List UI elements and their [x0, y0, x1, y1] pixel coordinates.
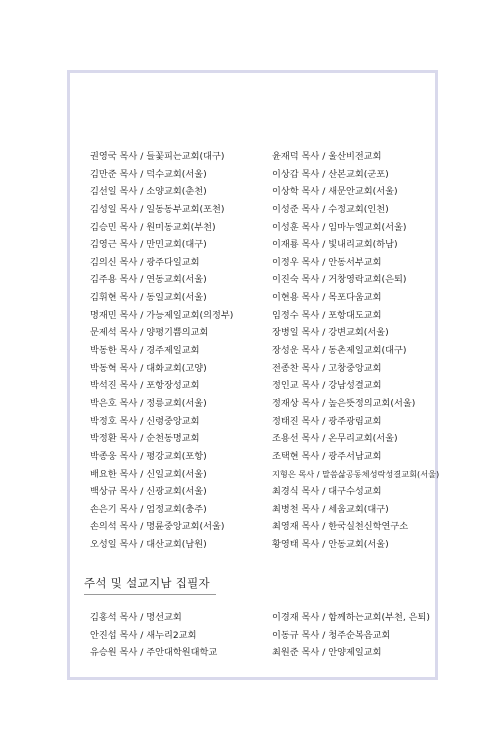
pastor-entry-left: 김의신 목사 / 광주다일교회 [90, 256, 200, 268]
pastor-entry-left: 김휘현 목사 / 동일교회(서울) [90, 292, 207, 304]
roster-row [90, 324, 450, 342]
pastor-entry-left: 박정호 목사 / 신령중앙교회 [90, 415, 200, 427]
pastor-entry-left: 김선일 목사 / 소양교회(춘천) [90, 186, 207, 198]
roster-row [90, 627, 450, 645]
pastor-entry-right: 장성운 목사 / 동촌제일교회(대구) [272, 345, 407, 357]
pastor-entry-left: 오성일 목사 / 대산교회(남원) [90, 539, 207, 551]
roster-row [90, 483, 450, 501]
roster-row [90, 518, 450, 536]
pastor-entry-right: 전종찬 목사 / 고창중앙교회 [272, 362, 382, 374]
roster-row [90, 536, 450, 554]
pastor-entry-left: 김홍석 목사 / 명선교회 [90, 612, 182, 623]
pastor-entry-right: 최영재 목사 / 한국실천신학연구소 [272, 521, 409, 533]
roster-row [90, 430, 450, 448]
pastor-roster [90, 148, 450, 554]
roster-row [90, 342, 450, 360]
pastor-entry-left: 김영근 목사 / 만민교회(대구) [90, 239, 207, 251]
pastor-entry-right: 윤재덕 목사 / 울산비전교회 [272, 151, 382, 162]
roster-row [90, 166, 450, 184]
roster-row [90, 501, 450, 519]
pastor-entry-left: 배요한 목사 / 신일교회(서울) [90, 468, 207, 480]
pastor-entry-right: 이상학 목사 / 새문안교회(서울) [272, 186, 398, 198]
pastor-entry-left: 박종웅 목사 / 평강교회(포항) [90, 450, 207, 462]
roster-row [90, 289, 450, 307]
pastor-entry-left: 안진섭 목사 / 새누리2교회 [90, 629, 197, 641]
pastor-entry-left: 문제석 목사 / 양평기쁨의교회 [90, 327, 209, 339]
pastor-entry-right: 장병일 목사 / 강변교회(서울) [272, 327, 389, 339]
roster-row [90, 183, 450, 201]
pastor-entry-right: 최원준 목사 / 안양제일교회 [272, 647, 382, 658]
section-title: 주석 및 설교지남 집필자 [84, 576, 210, 590]
pastor-entry-right: 이상갑 목사 / 산본교회(군포) [272, 168, 389, 180]
pastor-entry-right: 이재룡 목사 / 빛내리교회(하남) [272, 239, 398, 251]
pastor-entry-right: 황영태 목사 / 안동교회(서울) [272, 539, 389, 551]
pastor-entry-right: 최경식 목사 / 대구수성교회 [272, 486, 382, 498]
pastor-entry-right: 이진숙 목사 / 거창영락교회(은퇴) [272, 274, 407, 286]
pastor-entry-right: 이현용 목사 / 목포다움교회 [272, 292, 382, 304]
pastor-entry-left: 김만준 목사 / 덕수교회(서울) [90, 168, 207, 180]
writer-roster [90, 609, 450, 662]
roster-row [90, 466, 450, 484]
pastor-entry-left: 권영국 목사 / 들꽃피는교회(대구) [90, 151, 225, 162]
pastor-entry-left: 백상규 목사 / 신광교회(서울) [90, 486, 207, 498]
pastor-entry-right: 정태진 목사 / 광주광림교회 [272, 415, 382, 427]
pastor-entry-right: 최병천 목사 / 세움교회(대구) [272, 503, 389, 515]
roster-row [90, 307, 450, 325]
section-divider [84, 594, 216, 595]
pastor-entry-left: 명재민 목사 / 가능제일교회(의정부) [90, 309, 234, 321]
pastor-entry-right: 조택현 목사 / 광주서남교회 [272, 450, 382, 462]
pastor-entry-right: 이경재 목사 / 함께하는교회(부천, 은퇴) [272, 612, 430, 623]
pastor-entry-left: 손은기 목사 / 엄정교회(충주) [90, 503, 207, 515]
pastor-entry-right: 정재상 목사 / 높은뜻정의교회(서울) [272, 397, 416, 409]
roster-row [90, 395, 450, 413]
roster-row [90, 609, 450, 627]
pastor-entry-right: 이성훈 목사 / 임마누엘교회(서울) [272, 221, 407, 233]
pastor-entry-left: 박동혁 목사 / 대화교회(고양) [90, 362, 207, 374]
roster-row [90, 254, 450, 272]
pastor-entry-left: 박동한 목사 / 경주제일교회 [90, 345, 200, 357]
pastor-entry-left: 박정환 목사 / 순천동명교회 [90, 433, 200, 445]
roster-row [90, 377, 450, 395]
roster-row [90, 148, 450, 166]
roster-row [90, 644, 450, 662]
pastor-entry-right: 이동규 목사 / 청주순복음교회 [272, 629, 391, 641]
pastor-entry-right: 조용선 목사 / 온무리교회(서울) [272, 433, 398, 445]
pastor-entry-left: 손의석 목사 / 명륜중앙교회(서울) [90, 521, 225, 533]
pastor-entry-left: 박은호 목사 / 정릉교회(서울) [90, 397, 207, 409]
roster-row [90, 236, 450, 254]
pastor-entry-right: 정인교 목사 / 강남성결교회 [272, 380, 382, 392]
pastor-entry-left: 김주용 목사 / 연동교회(서울) [90, 274, 207, 286]
pastor-entry-right: 이정우 목사 / 안동서부교회 [272, 256, 382, 268]
pastor-entry-right: 임정수 목사 / 포항대도교회 [272, 309, 382, 321]
roster-row [90, 413, 450, 431]
roster-row [90, 201, 450, 219]
pastor-entry-left: 박석진 목사 / 포항장성교회 [90, 380, 200, 392]
roster-row [90, 448, 450, 466]
pastor-entry-left: 유승원 목사 / 주안대학원대학교 [90, 647, 218, 658]
pastor-entry-right: 이성준 목사 / 수정교회(인천) [272, 203, 389, 215]
pastor-entry-left: 김승민 목사 / 원미동교회(부천) [90, 221, 216, 233]
roster-row [90, 219, 450, 237]
roster-row [90, 271, 450, 289]
pastor-entry-left: 김성일 목사 / 일동동부교회(포천) [90, 203, 225, 215]
pastor-entry-right: 지형은 목사 / 말씀삶공동체성락성결교회(서울) [272, 468, 440, 479]
roster-row [90, 360, 450, 378]
